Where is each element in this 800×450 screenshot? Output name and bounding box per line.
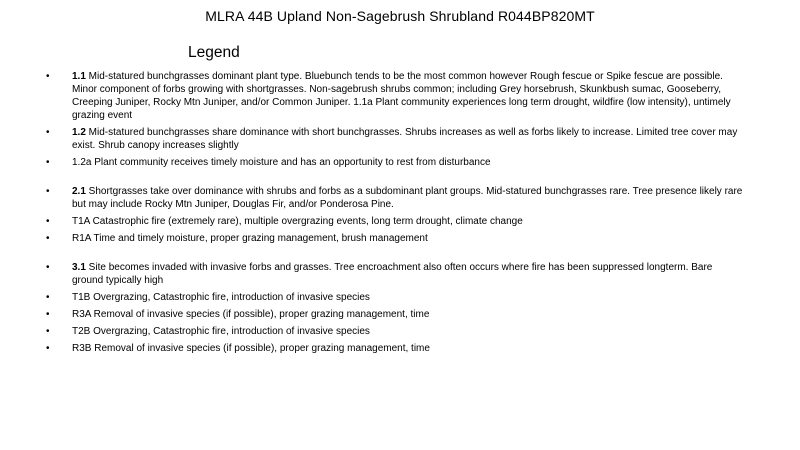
item-text: R3B Removal of invasive species (if possible), proper grazing management, time [72, 343, 430, 354]
list-item [44, 325, 744, 338]
bullet-icon: • [46, 233, 50, 244]
bullet-icon: • [46, 216, 50, 227]
bullet-icon: • [46, 309, 50, 320]
item-number: 2.1 [72, 186, 86, 197]
list-item [44, 156, 744, 169]
item-number: 1.1 [72, 71, 86, 82]
item-text: Mid-statured bunchgrasses dominant plant type. Bluebunch tends to be the most common however Rough fescue or Spike fescue are possible. Minor component of forbs growing with shortgrasses. Non-sagebrush shrubs common; including Grey horsebrush, Skunkbush sumac, Gooseberry, Creeping Juniper, Rocky Mtn Juniper, and/or Common Juniper. 1.1a Plant community experiences long term drought, wildfire (low intensity), untimely grazing event [72, 71, 731, 121]
item-text: Site becomes invaded with invasive forbs and grasses. Tree encroachment also often occurs where fire has been suppressed longterm. Bare ground typically high [72, 262, 713, 286]
legend-list [44, 70, 744, 359]
item-text: R1A Time and timely moisture, proper grazing management, brush management [72, 233, 428, 244]
list-item [44, 342, 744, 355]
bullet-icon: • [46, 292, 50, 303]
item-text: Shortgrasses take over dominance with shrubs and forbs as a subdominant plant groups. Mid-statured bunchgrasses rare. Tree presence likely rare but may include Rocky Mtn Juniper, Douglas Fir, and/or Ponderosa Pine. [72, 186, 743, 210]
list-item [44, 291, 744, 304]
bullet-icon: • [46, 343, 50, 354]
list-item [44, 308, 744, 321]
list-item [44, 261, 744, 287]
bullet-icon: • [46, 186, 50, 197]
item-text: T1B Overgrazing, Catastrophic fire, introduction of invasive species [72, 292, 370, 303]
list-item [44, 215, 744, 228]
item-number: 3.1 [72, 262, 86, 273]
list-item [44, 232, 744, 245]
item-text: 1.2a Plant community receives timely moisture and has an opportunity to rest from disturbance [72, 157, 491, 168]
slide-title: MLRA 44B Upland Non-Sagebrush Shrubland R044BP820MT [205, 8, 595, 24]
bullet-icon: • [46, 262, 50, 273]
list-item [44, 70, 744, 122]
item-text: R3A Removal of invasive species (if possible), proper grazing management, time [72, 309, 430, 320]
item-text: T2B Overgrazing, Catastrophic fire, introduction of invasive species [72, 326, 370, 337]
bullet-icon: • [46, 326, 50, 337]
list-item [44, 126, 744, 152]
item-text: Mid-statured bunchgrasses share dominance with short bunchgrasses. Shrubs increases as well as forbs likely to increase. Limited tree cover may exist. Shrub canopy increases slightly [72, 127, 738, 151]
item-text: T1A Catastrophic fire (extremely rare), multiple overgrazing events, long term drought, climate change [72, 216, 523, 227]
item-number: 1.2 [72, 127, 86, 138]
bullet-icon: • [46, 157, 50, 168]
bullet-icon: • [46, 71, 50, 82]
bullet-icon: • [46, 127, 50, 138]
legend-heading: Legend [188, 44, 240, 61]
list-item [44, 185, 744, 211]
